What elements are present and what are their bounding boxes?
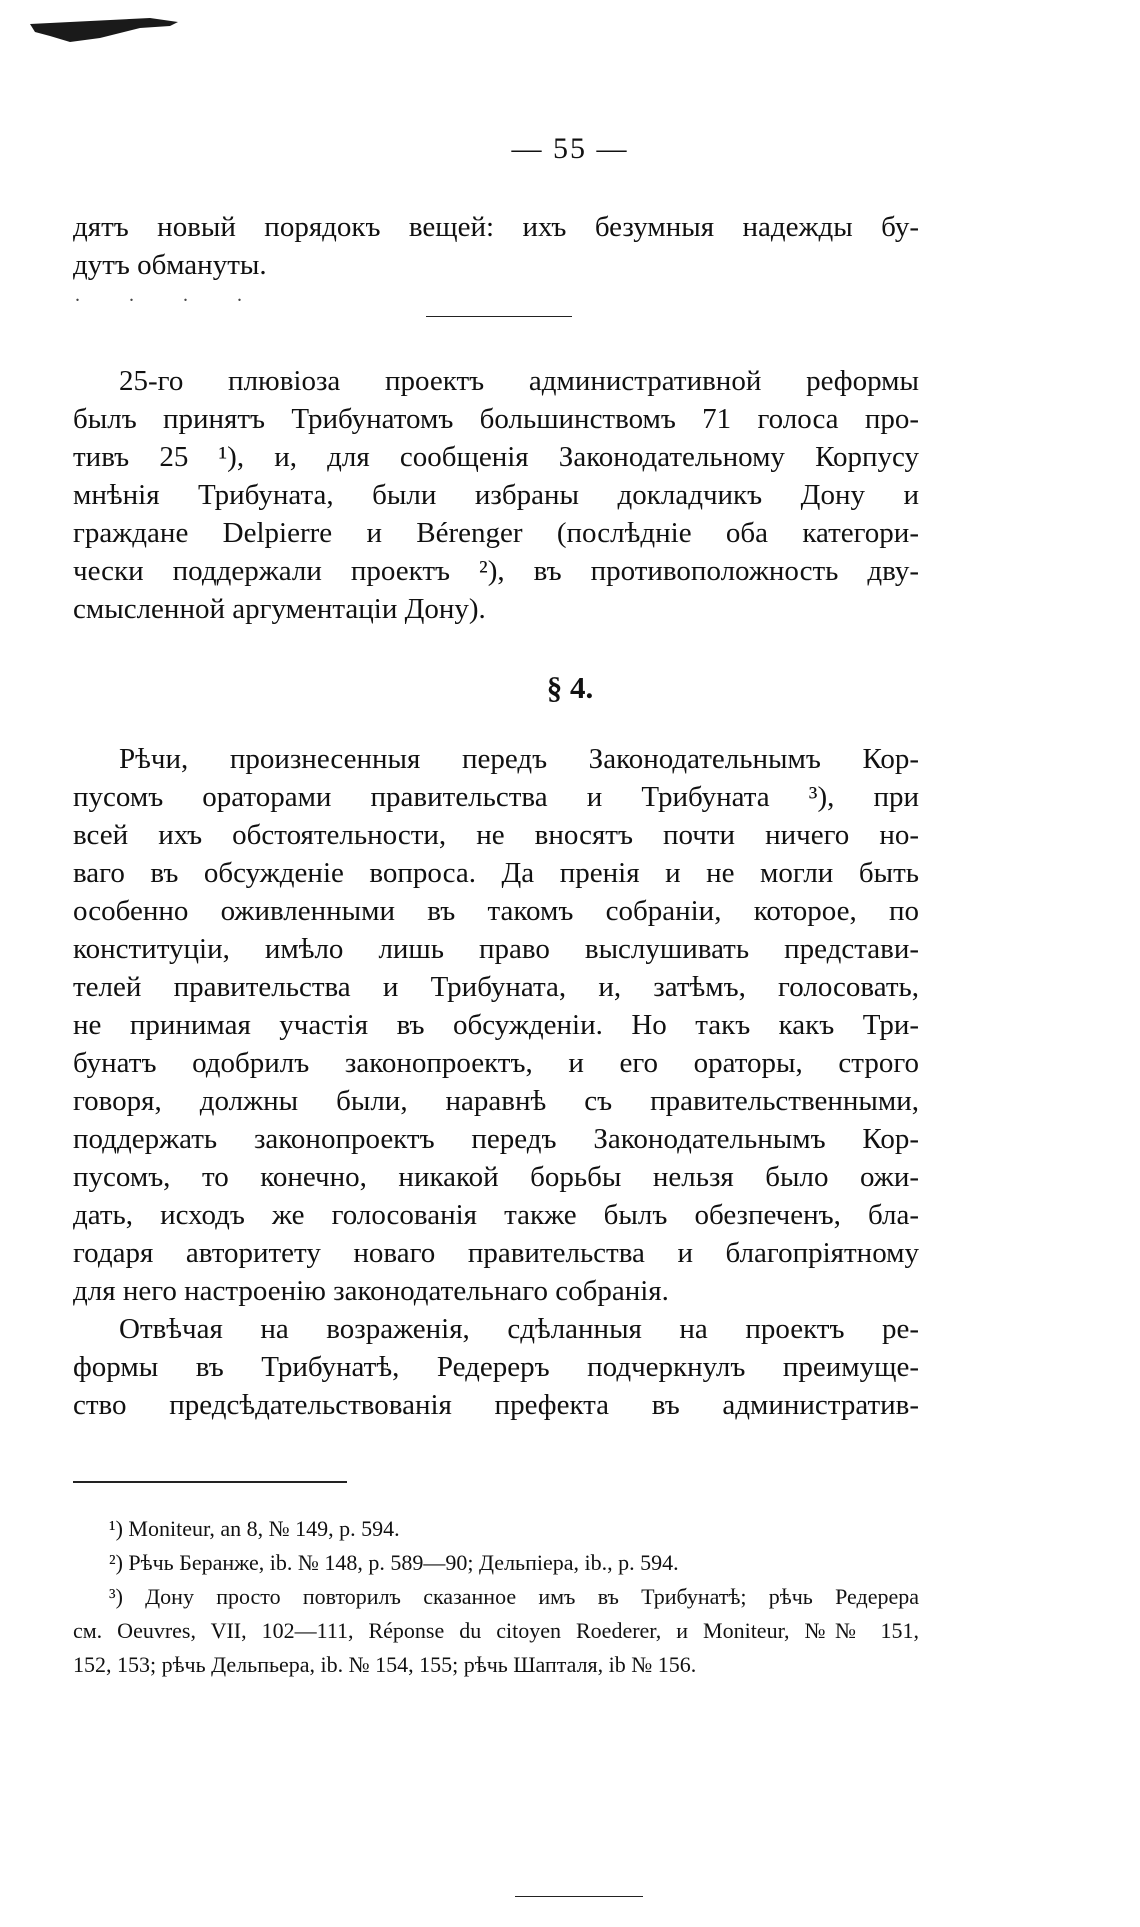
text-line: Рѣчи, произнесенныя передъ Законодательнымъ Кор- (119, 743, 919, 775)
paragraph-plebiscite (73, 362, 919, 628)
text-line: тивъ 25 ¹), и, для сообщенія Законодательному Корпусу (73, 441, 919, 473)
text-line: граждане Delpierre и Bérenger (послѣдніе оба категори- (73, 517, 919, 549)
text-line: былъ принятъ Трибунатомъ большинствомъ 71 голоса про- (73, 403, 919, 435)
page-number: — 55 — (511, 132, 629, 165)
corner-ink-smudge (30, 16, 180, 42)
footnote-3-end: 152, 153; рѣчь Дельпьера, ib. № 154, 155; рѣчь Шапталя, ib № 156. (73, 1652, 697, 1677)
text-line: мнѣнія Трибуната, были избраны докладчикъ Дону и (73, 479, 919, 511)
footnote-1: ¹) Moniteur, an 8, № 149, p. 594. (109, 1516, 400, 1541)
text-line: телей правительства и Трибуната, и, затѣмъ, голосовать, (73, 971, 919, 1003)
footnotes (73, 1512, 919, 1682)
text-line: Отвѣчая на возраженія, сдѣланныя на проектъ ре- (119, 1313, 919, 1345)
text-line: не принимая участія въ обсужденіи. Но такъ какъ Три- (73, 1009, 919, 1041)
paragraph-roederer (73, 1310, 919, 1424)
ellipsis-dots: . . . . (75, 284, 264, 306)
text-line: говоря, должны были, наравнѣ съ правительственными, (73, 1085, 919, 1117)
text-line: особенно оживленными въ такомъ собраніи, которое, по (73, 895, 919, 927)
text-line: дятъ новый порядокъ вещей: ихъ безумныя надежды бу- (73, 211, 919, 243)
text-line: бунатъ одобрилъ законопроектъ, и его ораторы, строго (73, 1047, 919, 1079)
footnote-2: ²) Рѣчь Беранже, ib. № 148, p. 589—90; Дельпіера, ib., p. 594. (109, 1550, 679, 1575)
text-line: конституціи, имѣло лишь право выслушивать представи- (73, 933, 919, 965)
text-line: чески поддержали проектъ ²), въ противоположность дву- (73, 555, 919, 587)
text-line: дать, исходъ же голосованія также былъ обезпеченъ, бла- (73, 1199, 919, 1231)
footnote-3-cont: см. Oeuvres, VII, 102—111, Réponse du citoyen Roederer, и Moniteur, №№ 151, (73, 1618, 919, 1643)
text-line: годаря авторитету новаго правительства и благопріятному (73, 1237, 919, 1269)
text-line: всей ихъ обстоятельности, не вносятъ почти ничего но- (73, 819, 919, 851)
text-line: поддержать законопроектъ передъ Законодательнымъ Кор- (73, 1123, 919, 1155)
text-line: формы въ Трибунатѣ, Редереръ подчеркнулъ преимуще- (73, 1351, 919, 1383)
text-line: дутъ обмануты. (73, 249, 267, 281)
text-line: ваго въ обсужденіе вопроса. Да пренія и не могли быть (73, 857, 919, 889)
continuation-text (73, 208, 919, 284)
footnote-rule (73, 1481, 347, 1483)
bottom-rule (515, 1896, 643, 1897)
text-line: 25-го плювіоза проектъ административной реформы (119, 365, 919, 397)
text-line: ство предсѣдательствованія префекта въ административ- (73, 1389, 919, 1421)
section-heading: § 4. (546, 670, 594, 705)
text-line: для него настроенію законодательнаго собранія. (73, 1275, 669, 1307)
paragraph-speeches (73, 740, 919, 1310)
text-line: смысленной аргументаціи Дону). (73, 593, 486, 625)
text-line: пусомъ, то конечно, никакой борьбы нельзя было ожи- (73, 1161, 919, 1193)
section-separator (426, 316, 572, 317)
footnote-3: ³) Дону просто повторилъ сказанное имъ въ Трибунатѣ; рѣчь Редерера (109, 1584, 919, 1609)
text-line: пусомъ ораторами правительства и Трибуната ³), при (73, 781, 919, 813)
